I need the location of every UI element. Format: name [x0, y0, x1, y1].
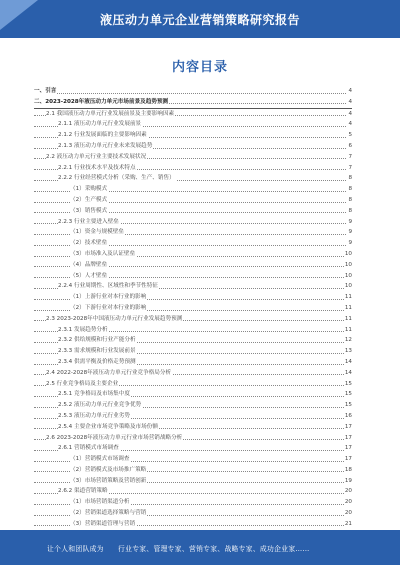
toc-entry[interactable]	[34, 271, 352, 282]
toc-entry-page: 17	[344, 433, 352, 444]
toc-entry-text: 一、引言	[34, 86, 57, 97]
toc-entry[interactable]	[34, 389, 352, 400]
toc-entry-page: 10	[344, 249, 352, 260]
toc-entry[interactable]	[34, 465, 352, 476]
toc-entry-page: 7	[347, 152, 352, 163]
toc-entry[interactable]	[34, 519, 352, 530]
toc-entry-page: 20	[344, 497, 352, 508]
footer-slogan: 让个人和团队成为	[47, 545, 104, 553]
toc-entry[interactable]	[34, 184, 352, 195]
toc-heading: 内容目录	[171, 60, 228, 75]
toc-entry-page: 17	[344, 443, 352, 454]
toc-entry[interactable]	[34, 454, 352, 465]
toc-entry-text: （2）营销模式及市场推广策略	[70, 465, 147, 476]
toc-entry[interactable]	[34, 119, 352, 130]
toc-entry-text: （2）营销渠道选择策略与营销	[70, 508, 147, 519]
toc-entry-page: 9	[347, 217, 352, 228]
toc-entry[interactable]	[34, 206, 352, 217]
toc-entry-text: 2.1.1 液压动力单元行业发展前景	[58, 119, 142, 130]
toc-entry-page: 4	[347, 109, 352, 120]
toc-entry[interactable]	[34, 314, 352, 325]
toc-entry-page: 12	[344, 335, 352, 346]
toc-entry-page: 16	[344, 411, 352, 422]
toc-entry-text: 2.5 行业竞争格局及主要企业	[46, 379, 119, 390]
toc-entry[interactable]	[34, 163, 352, 174]
toc-entry-text: 二、2023-2028年液压动力单元市场前景及趋势预测	[34, 97, 169, 108]
toc-leader-dots	[34, 93, 352, 94]
toc-entry-text: 2.1.2 行业发展面临的主要影响因素	[58, 130, 148, 141]
toc-entry[interactable]	[34, 433, 352, 444]
toc-entry[interactable]	[34, 97, 352, 109]
toc-entry-page: 7	[347, 163, 352, 174]
toc-entry-text: 2.3 2023-2028年中国液压动力单元行业发展趋势预测	[46, 314, 183, 325]
toc-entry[interactable]	[34, 292, 352, 303]
toc-entry-page: 8	[347, 206, 352, 217]
toc-entry-text: 2.2.3 行业主要进入壁垒	[58, 217, 120, 228]
toc-entry-page: 18	[344, 465, 352, 476]
toc-entry-text: （4）品牌壁垒	[70, 260, 108, 271]
toc-entry-text: 2.6.1 营销模式市场调查	[58, 443, 120, 454]
toc-entry-page: 14	[344, 368, 352, 379]
toc-entry-page: 10	[344, 281, 352, 292]
toc-entry[interactable]	[34, 335, 352, 346]
toc-entry-text: （3）销售模式	[70, 206, 108, 217]
toc-entry-text: （1）营销模式市场调查	[70, 454, 131, 465]
toc-entry-page: 4	[347, 119, 352, 130]
toc-entry-page: 13	[344, 346, 352, 357]
toc-entry-text: 2.5.2 液压动力单元行业竞争优势	[58, 400, 142, 411]
header-bar	[0, 0, 400, 38]
toc-entry-page: 6	[347, 141, 352, 152]
toc-entry-text: （5）人才壁垒	[70, 271, 108, 282]
toc-entry[interactable]	[34, 443, 352, 454]
toc-entry[interactable]	[34, 173, 352, 184]
toc-entry-page: 21	[344, 519, 352, 530]
toc-entry-page: 17	[344, 454, 352, 465]
footer-roles: 行业专家、管理专家、营销专家、战略专家、成功企业家……	[118, 545, 310, 553]
toc-entry-page: 11	[344, 314, 352, 325]
toc-entry-page: 10	[344, 271, 352, 282]
toc-entry-page: 4	[347, 97, 352, 108]
toc-entry-text: 2.2.1 行业技术水平及技术特点	[58, 163, 137, 174]
toc-entry-text: 2.5.3 液压动力单元行业劣势	[58, 411, 131, 422]
toc-entry[interactable]	[34, 357, 352, 368]
toc-entry-text: （2）下游行业对本行业的影响	[70, 303, 147, 314]
toc-entry-text: 2.5.1 竞争格局及市场集中度	[58, 389, 131, 400]
toc-entry-text: 2.3.1 发展趋势分析	[58, 325, 109, 336]
toc-entry-text: （1）上游行业对本行业的影响	[70, 292, 147, 303]
toc-entry-page: 10	[344, 260, 352, 271]
toc-entry[interactable]	[34, 238, 352, 249]
toc-entry[interactable]	[34, 152, 352, 163]
toc-entry-text: 2.2 液压动力单元行业主要技术发展状况	[46, 152, 147, 163]
toc-entry[interactable]	[34, 411, 352, 422]
toc-entry-text: 2.1 我国液压动力单元行业发展前景及主要影响因素	[46, 109, 175, 120]
toc-entry-page: 9	[347, 238, 352, 249]
toc-entry[interactable]	[34, 109, 352, 120]
toc-entry[interactable]	[34, 422, 352, 433]
toc-entry-text: 2.4 2022-2028年液压动力单元行业竞争格局分析	[46, 368, 172, 379]
toc-entry-text: 2.6 2023-2028年液压动力单元行业市场营销战略分析	[46, 433, 183, 444]
toc-entry-page: 11	[344, 292, 352, 303]
toc-entry[interactable]	[34, 86, 352, 97]
toc-entry-page: 17	[344, 422, 352, 433]
toc-entry-text: （3）营销渠道管理与营销	[70, 519, 136, 530]
toc-entry-text: 2.2.4 行业周期性、区域性和季节性特征	[58, 281, 159, 292]
toc-entry[interactable]	[34, 368, 352, 379]
toc-entry[interactable]	[34, 486, 352, 497]
toc-entry[interactable]	[34, 227, 352, 238]
toc-entry-text: 2.3.3 需求规模和行业发展前景	[58, 346, 137, 357]
toc-entry[interactable]	[34, 508, 352, 519]
toc-entry[interactable]	[34, 400, 352, 411]
toc-entry[interactable]	[34, 249, 352, 260]
toc-entry-text: 2.6.2 渠道营销策略	[58, 486, 109, 497]
toc-entry[interactable]	[34, 195, 352, 206]
toc-entry-page: 8	[347, 195, 352, 206]
toc-entry-text: （2）技术壁垒	[70, 238, 108, 249]
toc-entry[interactable]	[34, 476, 352, 487]
toc-entry-text: （2）生产模式	[70, 195, 108, 206]
toc-entry-text: （1）资金与规模壁垒	[70, 227, 125, 238]
toc-entry-page: 15	[344, 379, 352, 390]
toc-entry-page: 4	[347, 86, 352, 97]
toc-entry-text: （3）市场营销策略及营销创新	[70, 476, 147, 487]
toc-entry[interactable]	[34, 303, 352, 314]
toc-entry[interactable]	[34, 281, 352, 292]
toc-entry-page: 15	[344, 389, 352, 400]
toc-entry-text: （1）采购模式	[70, 184, 108, 195]
toc-entry[interactable]	[34, 497, 352, 508]
toc-entry[interactable]	[34, 217, 352, 228]
toc-entry-page: 20	[344, 486, 352, 497]
toc-entry-text: （1）市场营销渠道分析	[70, 497, 131, 508]
toc-entry-page: 15	[344, 400, 352, 411]
toc-entry-text: 2.1.3 液压动力单元行业未来发展趋势	[58, 141, 153, 152]
toc-entry-page: 5	[347, 130, 352, 141]
toc-entry[interactable]	[34, 379, 352, 390]
toc-entry-page: 8	[347, 173, 352, 184]
toc-entry-page: 19	[344, 476, 352, 487]
table-of-contents	[34, 86, 352, 530]
toc-entry-page: 11	[344, 303, 352, 314]
toc-entry-page: 11	[344, 325, 352, 336]
toc-entry-text: 2.3.4 供需平衡及价格走势预测	[58, 357, 137, 368]
toc-entry-page: 20	[344, 508, 352, 519]
footer-bar	[0, 530, 400, 565]
report-title: 液压动力单元企业营销策略研究报告	[99, 13, 300, 27]
toc-entry-text: 2.5.4 主要企业市场竞争策略及市场份额	[58, 422, 159, 433]
toc-entry[interactable]	[34, 346, 352, 357]
toc-entry-text: （3）市场准入及认证壁垒	[70, 249, 136, 260]
toc-entry[interactable]	[34, 130, 352, 141]
toc-entry-page: 14	[344, 357, 352, 368]
toc-entry[interactable]	[34, 141, 352, 152]
toc-entry-page: 8	[347, 184, 352, 195]
toc-entry-text: 2.3.2 供给规模和行业产能分析	[58, 335, 137, 346]
toc-entry[interactable]	[34, 260, 352, 271]
toc-entry[interactable]	[34, 325, 352, 336]
toc-entry-text: 2.2.2 行业经营模式分析（采购、生产、销售）	[58, 173, 176, 184]
toc-entry-page: 9	[347, 227, 352, 238]
